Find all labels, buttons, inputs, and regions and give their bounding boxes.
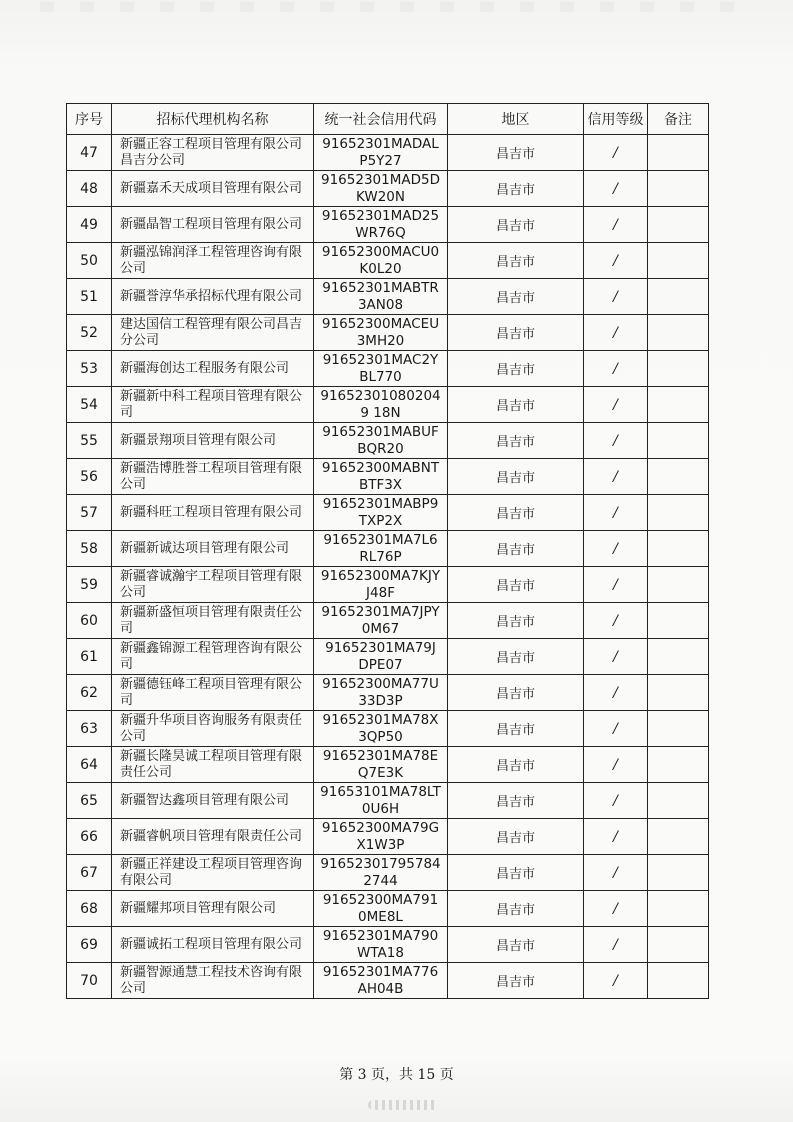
credit-code: 916523010802049 18N xyxy=(314,387,448,423)
note xyxy=(648,315,709,351)
table-row xyxy=(67,603,709,639)
table-row xyxy=(67,567,709,603)
note xyxy=(648,783,709,819)
agency-name: 新疆泓锦润泽工程管理咨询有限公司 xyxy=(112,243,314,279)
note xyxy=(648,459,709,495)
table-row xyxy=(67,351,709,387)
region: 昌吉市 xyxy=(448,783,584,819)
table-row xyxy=(67,423,709,459)
credit-grade: / xyxy=(584,567,648,603)
region: 昌吉市 xyxy=(448,243,584,279)
credit-code: 91652301MA790WTA18 xyxy=(314,927,448,963)
credit-grade: / xyxy=(584,603,648,639)
table-row xyxy=(67,927,709,963)
row-number: 67 xyxy=(67,855,112,891)
agency-name: 新疆誉淳华承招标代理有限公司 xyxy=(112,279,314,315)
credit-grade: / xyxy=(584,135,648,171)
region: 昌吉市 xyxy=(448,423,584,459)
agency-name: 新疆诚拓工程项目管理有限公司 xyxy=(112,927,314,963)
row-number: 64 xyxy=(67,747,112,783)
row-number: 56 xyxy=(67,459,112,495)
agency-name: 新疆睿诚瀚宇工程项目管理有限公司 xyxy=(112,567,314,603)
note xyxy=(648,639,709,675)
credit-code: 91652300MACU0K0L20 xyxy=(314,243,448,279)
credit-grade: / xyxy=(584,315,648,351)
row-number: 53 xyxy=(67,351,112,387)
region: 昌吉市 xyxy=(448,495,584,531)
region: 昌吉市 xyxy=(448,855,584,891)
agency-name: 新疆智源通慧工程技术咨询有限公司 xyxy=(112,963,314,999)
note xyxy=(648,747,709,783)
row-number: 50 xyxy=(67,243,112,279)
credit-grade: / xyxy=(584,207,648,243)
region: 昌吉市 xyxy=(448,639,584,675)
credit-grade: / xyxy=(584,891,648,927)
credit-code: 91652301MADALP5Y27 xyxy=(314,135,448,171)
credit-code: 91652300MABNTBTF3X xyxy=(314,459,448,495)
note xyxy=(648,891,709,927)
row-number: 60 xyxy=(67,603,112,639)
table-row xyxy=(67,675,709,711)
agency-name: 新疆耀邦项目管理有限公司 xyxy=(112,891,314,927)
region: 昌吉市 xyxy=(448,171,584,207)
region: 昌吉市 xyxy=(448,351,584,387)
agency-name: 新疆正祥建设工程项目管理咨询有限公司 xyxy=(112,855,314,891)
agency-name: 新疆长隆昊诚工程项目管理有限责任公司 xyxy=(112,747,314,783)
agency-name: 新疆海创达工程服务有限公司 xyxy=(112,351,314,387)
table-row xyxy=(67,279,709,315)
row-number: 66 xyxy=(67,819,112,855)
credit-code: 91652300MACEU3MH20 xyxy=(314,315,448,351)
region: 昌吉市 xyxy=(448,819,584,855)
row-number: 58 xyxy=(67,531,112,567)
credit-grade: / xyxy=(584,675,648,711)
table-row xyxy=(67,783,709,819)
note xyxy=(648,855,709,891)
table-row xyxy=(67,711,709,747)
credit-code: 91653101MA78LT0U6H xyxy=(314,783,448,819)
table-row xyxy=(67,135,709,171)
credit-code: 91652300MA77U33D3P xyxy=(314,675,448,711)
note xyxy=(648,135,709,171)
credit-grade: / xyxy=(584,495,648,531)
table-row xyxy=(67,315,709,351)
scan-artifact xyxy=(40,2,740,12)
region: 昌吉市 xyxy=(448,279,584,315)
row-number: 47 xyxy=(67,135,112,171)
credit-grade: / xyxy=(584,927,648,963)
credit-code: 91652301MA78X3QP50 xyxy=(314,711,448,747)
agency-name: 新疆浩博胜誉工程项目管理有限公司 xyxy=(112,459,314,495)
credit-grade: / xyxy=(584,279,648,315)
agency-name: 新疆新中科工程项目管理有限公司 xyxy=(112,387,314,423)
credit-code: 91652301MAD25WR76Q xyxy=(314,207,448,243)
agency-table xyxy=(66,103,709,999)
table-row xyxy=(67,387,709,423)
credit-code: 91652300MA7910ME8L xyxy=(314,891,448,927)
note xyxy=(648,351,709,387)
header-name: 招标代理机构名称 xyxy=(112,104,314,135)
region: 昌吉市 xyxy=(448,387,584,423)
region: 昌吉市 xyxy=(448,531,584,567)
header-code: 统一社会信用代码 xyxy=(314,104,448,135)
row-number: 51 xyxy=(67,279,112,315)
row-number: 48 xyxy=(67,171,112,207)
row-number: 49 xyxy=(67,207,112,243)
region: 昌吉市 xyxy=(448,747,584,783)
header-note: 备注 xyxy=(648,104,709,135)
note xyxy=(648,531,709,567)
row-number: 55 xyxy=(67,423,112,459)
note xyxy=(648,675,709,711)
credit-grade: / xyxy=(584,639,648,675)
credit-code: 91652301MA776AH04B xyxy=(314,963,448,999)
table-row xyxy=(67,207,709,243)
row-number: 54 xyxy=(67,387,112,423)
credit-grade: / xyxy=(584,459,648,495)
agency-name: 新疆晶智工程项目管理有限公司 xyxy=(112,207,314,243)
region: 昌吉市 xyxy=(448,927,584,963)
note xyxy=(648,927,709,963)
agency-name: 新疆德钰峰工程项目管理有限公司 xyxy=(112,675,314,711)
row-number: 68 xyxy=(67,891,112,927)
region: 昌吉市 xyxy=(448,603,584,639)
credit-code: 91652301MA7L6RL76P xyxy=(314,531,448,567)
note xyxy=(648,495,709,531)
table-row xyxy=(67,495,709,531)
note xyxy=(648,207,709,243)
credit-grade: / xyxy=(584,531,648,567)
credit-grade: / xyxy=(584,351,648,387)
note xyxy=(648,603,709,639)
credit-grade: / xyxy=(584,423,648,459)
row-number: 65 xyxy=(67,783,112,819)
agency-name: 新疆新诚达项目管理有限公司 xyxy=(112,531,314,567)
row-number: 62 xyxy=(67,675,112,711)
agency-name: 新疆睿帆项目管理有限责任公司 xyxy=(112,819,314,855)
table-row xyxy=(67,639,709,675)
note xyxy=(648,243,709,279)
agency-name: 新疆智达鑫项目管理有限公司 xyxy=(112,783,314,819)
credit-grade: / xyxy=(584,819,648,855)
page-number: 第 3 页，共 15 页 xyxy=(339,1067,454,1083)
agency-name: 新疆正容工程项目管理有限公司昌吉分公司 xyxy=(112,135,314,171)
credit-code: 91652301MABUFBQR20 xyxy=(314,423,448,459)
row-number: 63 xyxy=(67,711,112,747)
credit-grade: / xyxy=(584,855,648,891)
table-row xyxy=(67,963,709,999)
row-number: 70 xyxy=(67,963,112,999)
credit-code: 916523017957842744 xyxy=(314,855,448,891)
region: 昌吉市 xyxy=(448,135,584,171)
row-number: 59 xyxy=(67,567,112,603)
region: 昌吉市 xyxy=(448,567,584,603)
table-row xyxy=(67,243,709,279)
credit-grade: / xyxy=(584,243,648,279)
credit-code: 91652301MABP9TXP2X xyxy=(314,495,448,531)
stamp-artifact xyxy=(368,1100,438,1110)
note xyxy=(648,387,709,423)
row-number: 69 xyxy=(67,927,112,963)
region: 昌吉市 xyxy=(448,207,584,243)
credit-grade: / xyxy=(584,387,648,423)
row-number: 61 xyxy=(67,639,112,675)
credit-code: 91652301MABTR3AN08 xyxy=(314,279,448,315)
header-region: 地区 xyxy=(448,104,584,135)
header-no: 序号 xyxy=(67,104,112,135)
agency-name: 新疆鑫锦源工程管理咨询有限公司 xyxy=(112,639,314,675)
credit-code: 91652301MA79JDPE07 xyxy=(314,639,448,675)
note xyxy=(648,423,709,459)
region: 昌吉市 xyxy=(448,711,584,747)
agency-name: 新疆升华项目咨询服务有限责任公司 xyxy=(112,711,314,747)
credit-code: 91652301MA78EQ7E3K xyxy=(314,747,448,783)
region: 昌吉市 xyxy=(448,963,584,999)
agency-name: 新疆景翔项目管理有限公司 xyxy=(112,423,314,459)
table-row xyxy=(67,891,709,927)
credit-grade: / xyxy=(584,783,648,819)
note xyxy=(648,711,709,747)
table-row xyxy=(67,855,709,891)
agency-name: 新疆新盛恒项目管理有限责任公司 xyxy=(112,603,314,639)
table-header-row xyxy=(67,104,709,135)
note xyxy=(648,279,709,315)
credit-code: 91652301MA7JPY0M67 xyxy=(314,603,448,639)
row-number: 57 xyxy=(67,495,112,531)
note xyxy=(648,963,709,999)
credit-grade: / xyxy=(584,963,648,999)
note xyxy=(648,171,709,207)
credit-grade: / xyxy=(584,747,648,783)
table-row xyxy=(67,531,709,567)
table-row xyxy=(67,171,709,207)
credit-code: 91652301MAC2YBL770 xyxy=(314,351,448,387)
credit-code: 91652300MA79GX1W3P xyxy=(314,819,448,855)
table-row xyxy=(67,459,709,495)
agency-name: 新疆嘉禾天成项目管理有限公司 xyxy=(112,171,314,207)
credit-code: 91652301MAD5DKW20N xyxy=(314,171,448,207)
note xyxy=(648,567,709,603)
table-row xyxy=(67,747,709,783)
table-row xyxy=(67,819,709,855)
agency-name: 建达国信工程管理有限公司昌吉分公司 xyxy=(112,315,314,351)
region: 昌吉市 xyxy=(448,459,584,495)
region: 昌吉市 xyxy=(448,315,584,351)
credit-grade: / xyxy=(584,711,648,747)
header-grade: 信用等级 xyxy=(584,104,648,135)
row-number: 52 xyxy=(67,315,112,351)
region: 昌吉市 xyxy=(448,675,584,711)
note xyxy=(648,819,709,855)
agency-name: 新疆科旺工程项目管理有限公司 xyxy=(112,495,314,531)
region: 昌吉市 xyxy=(448,891,584,927)
credit-code: 91652300MA7KJYJ48F xyxy=(314,567,448,603)
credit-grade: / xyxy=(584,171,648,207)
